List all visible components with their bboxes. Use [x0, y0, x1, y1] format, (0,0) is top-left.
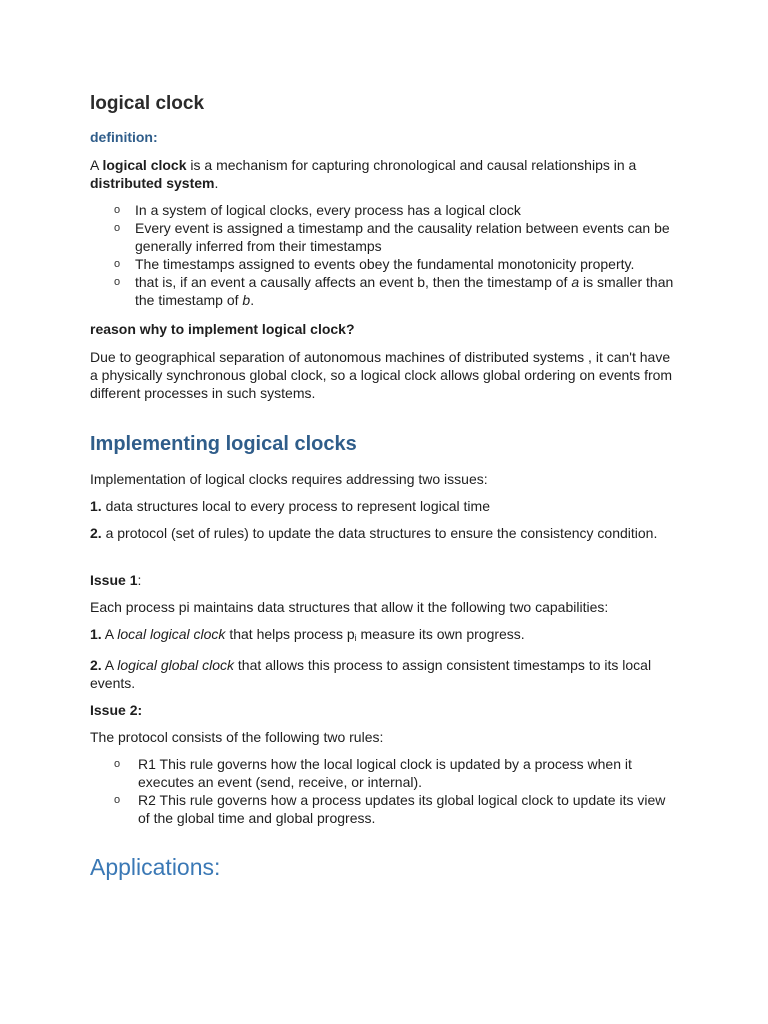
list-item-text: R1 This rule governs how the local logical clock is updated by a process when it executes an event (send, receive, or internal). — [138, 756, 632, 790]
document-page — [90, 93, 680, 893]
subscript-i: i — [354, 633, 357, 643]
impl-item-text: data structures local to every process to represent logical time — [101, 498, 490, 514]
impl-item-2 — [90, 524, 680, 542]
list-item-text: . — [250, 292, 255, 308]
list-item-text: In a system of logical clocks, every process has a logical clock — [135, 202, 521, 218]
list-item — [90, 791, 680, 827]
circle-bullet-icon: o — [114, 758, 121, 770]
capability-text: that helps process p — [225, 626, 355, 642]
list-item-text: is smaller than the timestamp of — [135, 274, 674, 308]
issue1-colon: : — [137, 572, 142, 588]
capability-text: that allows this process to assign consistent timestamps to its local events. — [90, 657, 652, 691]
reason-paragraph: Due to geographical separation of autonomous machines of distributed systems , it can't have a physically synchronous global clock, so a logical clock allows global ordering on events from different processes in such systems. — [90, 349, 673, 401]
capability-1 — [90, 625, 680, 647]
impl-item-number: 1. — [90, 498, 102, 514]
list-item — [90, 273, 680, 309]
definition-label: definition: — [90, 129, 158, 145]
list-item-text: R2 This rule governs how a process updates its global logical clock to update its view of the global time and global progress. — [138, 792, 666, 826]
list-item — [90, 219, 680, 255]
intro-text-3: . — [214, 175, 219, 191]
impl-item-number: 2. — [90, 525, 102, 541]
rules-bullet-list — [90, 755, 680, 827]
page-title: logical clock — [90, 93, 205, 114]
circle-bullet-icon: o — [114, 258, 121, 270]
issue2-heading — [90, 701, 680, 719]
list-item-text: Every event is assigned a timestamp and the causality relation between events can be generally inferred from their timestamps — [135, 220, 670, 254]
capability-term: local logical clock — [117, 626, 226, 642]
issue1-paragraph: Each process pi maintains data structures that allow it the following two capabilities: — [90, 599, 609, 615]
intro-text-1: A — [90, 157, 103, 173]
list-item-text: The timestamps assigned to events obey the fundamental monotonicity property. — [135, 256, 635, 272]
list-item — [90, 755, 680, 791]
italic-b: b — [242, 292, 251, 308]
issue2-paragraph: The protocol consists of the following two rules: — [90, 729, 384, 745]
intro-text-2: is a mechanism for capturing chronological and causal relationships in a — [186, 157, 637, 173]
implementing-heading: Implementing logical clocks — [90, 433, 357, 455]
circle-bullet-icon: o — [114, 222, 121, 234]
capability-text: measure its own progress. — [356, 626, 525, 642]
circle-bullet-icon: o — [114, 794, 121, 806]
impl-intro: Implementation of logical clocks requires addressing two issues: — [90, 471, 488, 487]
capability-2 — [90, 656, 680, 692]
reason-heading: reason why to implement logical clock? — [90, 321, 355, 337]
list-item-text: that is, if an event a causally affects an event b, then the timestamp of — [135, 274, 572, 290]
capability-term: logical global clock — [117, 657, 234, 673]
list-item — [90, 201, 680, 219]
definition-bullet-list — [90, 201, 680, 309]
circle-bullet-icon: o — [114, 276, 121, 288]
intro-term-logical-clock: logical clock — [102, 157, 187, 173]
impl-item-text: a protocol (set of rules) to update the data structures to ensure the consistency condition. — [101, 525, 658, 541]
capability-text: A — [101, 626, 118, 642]
circle-bullet-icon: o — [114, 204, 121, 216]
issue1-heading — [90, 571, 680, 589]
list-item — [90, 255, 680, 273]
issue1-label: Issue 1 — [90, 572, 138, 588]
definition-paragraph — [90, 156, 680, 192]
italic-a: a — [571, 274, 580, 290]
impl-item-1 — [90, 497, 680, 515]
capability-text: A — [101, 657, 118, 673]
capability-number: 2. — [90, 657, 102, 673]
capability-number: 1. — [90, 626, 102, 642]
issue2-label: Issue 2: — [90, 702, 143, 718]
intro-term-distributed-system: distributed system — [90, 175, 215, 191]
spacer — [90, 551, 680, 571]
applications-heading: Applications: — [90, 854, 221, 880]
